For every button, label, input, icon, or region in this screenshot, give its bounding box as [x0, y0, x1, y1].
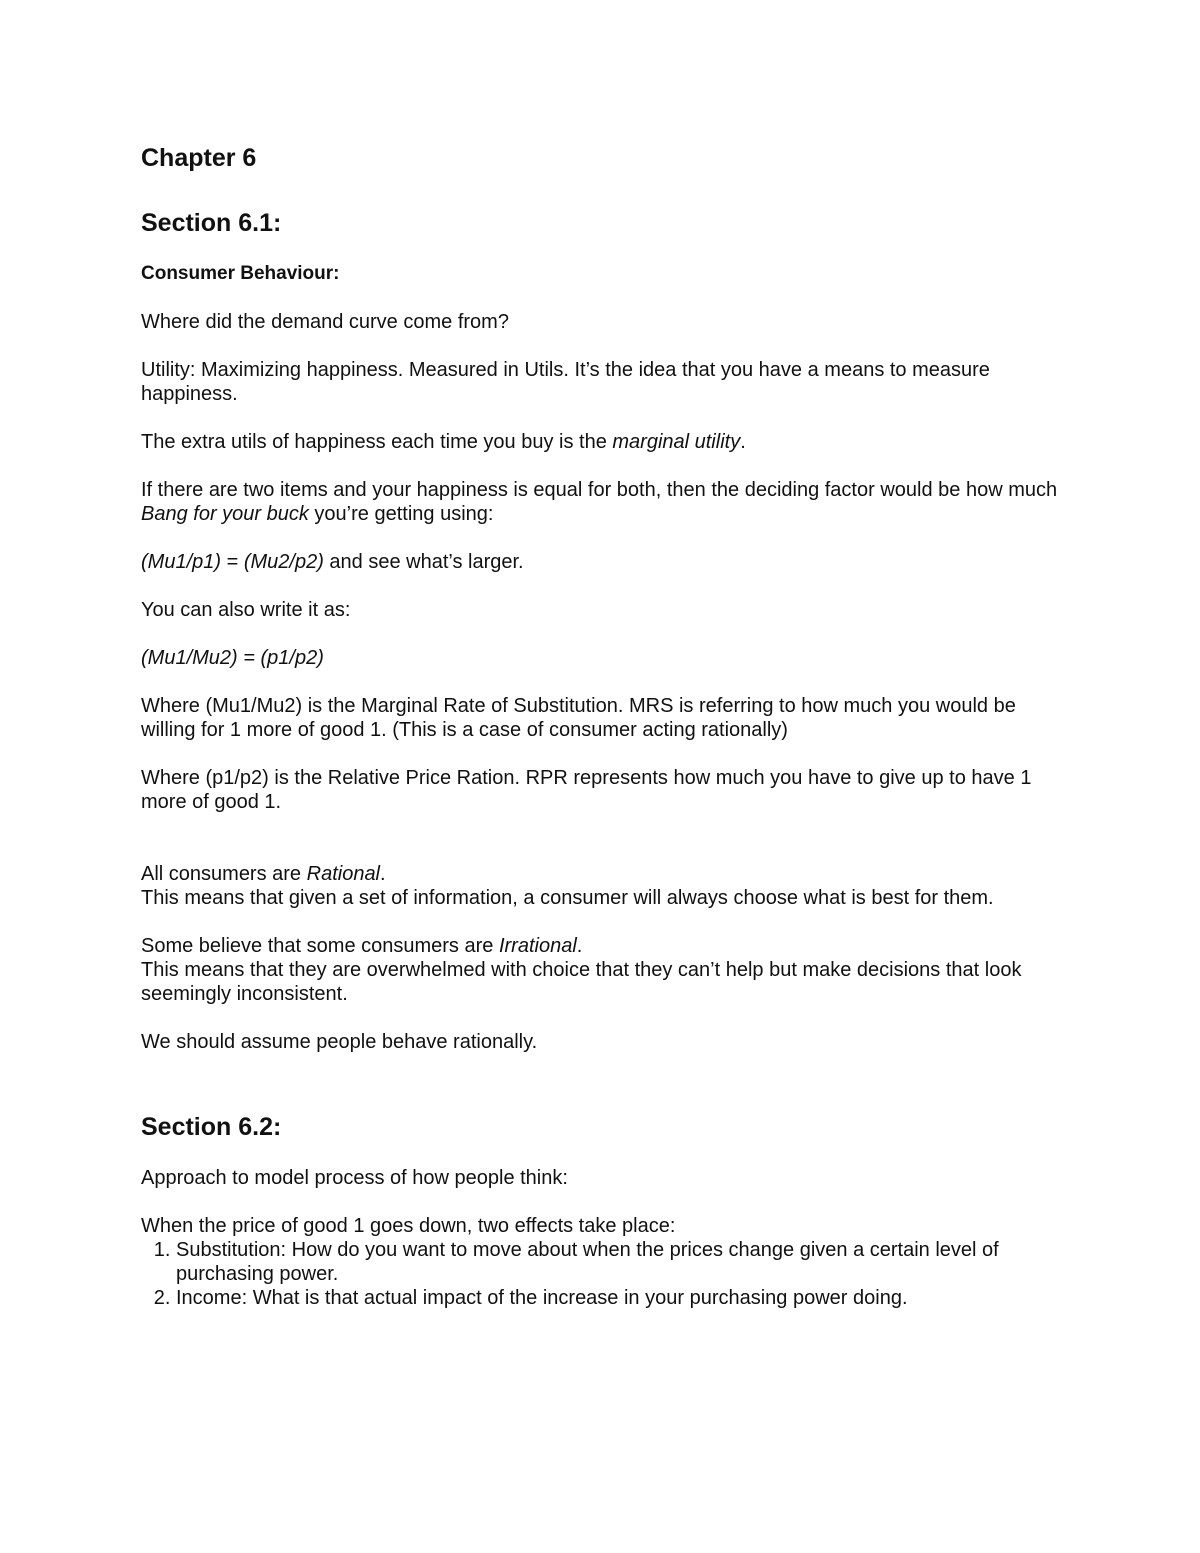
equation-1-left: (Mu1/p1)	[141, 551, 222, 573]
equation-2: (Mu1/Mu2) = (p1/p2)	[141, 647, 324, 669]
chapter-title: Chapter 6	[141, 144, 257, 172]
irrational-end: .	[576, 935, 583, 957]
rational-paragraph	[141, 862, 1071, 886]
rational-term: Rational	[306, 863, 381, 885]
assume-rational-paragraph: We should assume people behave rationally.	[141, 1031, 538, 1053]
equation-2-paragraph	[141, 646, 1071, 670]
section-6-1-heading: Section 6.1:	[141, 209, 282, 237]
mrs-paragraph: Where (Mu1/Mu2) is the Marginal Rate of Substitution. MRS is referring to how much you would be willing for 1 more of good 1. (This is a case of consumer acting rationally)	[141, 695, 1016, 741]
equation-1-equals: =	[221, 551, 244, 573]
rational-description: This means that given a set of information, a consumer will always choose what is best for them.	[141, 887, 994, 909]
utility-paragraph: Utility: Maximizing happiness. Measured in Utils. It’s the idea that you have a means to measure happiness.	[141, 359, 990, 405]
also-write-paragraph: You can also write it as:	[141, 599, 351, 621]
list-item: 1. Substitution: How do you want to move about when the prices change given a certain level of purchasing power.	[176, 1238, 1071, 1286]
irrational-paragraph	[141, 934, 1071, 958]
list-item: 2. Income: What is that actual impact of the increase in your purchasing power doing.	[176, 1286, 1071, 1310]
document-page	[141, 140, 1071, 1310]
bang-text: If there are two items and your happiness is equal for both, then the deciding factor would be how much	[141, 479, 1058, 501]
effects-intro: When the price of good 1 goes down, two effects take place:	[141, 1215, 676, 1237]
equation-1-paragraph	[141, 550, 1071, 574]
rpr-paragraph: Where (p1/p2) is the Relative Price Ration. RPR represents how much you have to give up to have 1 more of good 1.	[141, 767, 1032, 813]
bang-end: you’re getting using:	[308, 503, 494, 525]
rational-end: .	[380, 863, 386, 885]
bang-for-buck-paragraph	[141, 478, 1071, 526]
consumer-behaviour-subheading: Consumer Behaviour:	[141, 263, 340, 284]
equation-1-note: and see what’s larger.	[323, 551, 524, 573]
irrational-term: Irrational	[498, 935, 577, 957]
bang-for-buck-term: Bang for your buck	[141, 503, 309, 525]
approach-paragraph: Approach to model process of how people think:	[141, 1167, 568, 1189]
demand-curve-question: Where did the demand curve come from?	[141, 311, 509, 333]
marginal-utility-term: marginal utility	[612, 431, 741, 453]
effects-list	[141, 1238, 1071, 1310]
marginal-utility-paragraph	[141, 430, 1071, 454]
irrational-text: Some believe that some consumers are	[141, 935, 499, 957]
rational-text: All consumers are	[141, 863, 307, 885]
irrational-description: This means that they are overwhelmed with choice that they can’t help but make decisions that look seemingly inconsistent.	[141, 959, 1022, 1005]
section-6-2-heading: Section 6.2:	[141, 1113, 282, 1141]
marginal-end: .	[740, 431, 746, 453]
marginal-text: The extra utils of happiness each time you buy is the	[141, 431, 613, 453]
equation-1-right: (Mu2/p2)	[243, 551, 324, 573]
